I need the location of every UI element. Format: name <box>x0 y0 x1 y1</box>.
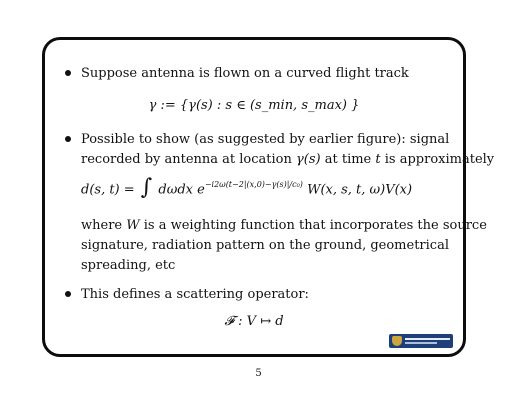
paragraph-line-3: spreading, etc <box>81 258 176 273</box>
paragraph-w-math: W <box>126 218 140 233</box>
bullet-2-line-2-text-c: is approximately <box>380 152 495 167</box>
paragraph-line-1 <box>81 216 487 236</box>
bullet-2-gamma-math: γ(s) <box>296 152 321 167</box>
bullet-icon <box>65 70 71 76</box>
paragraph-line-1-rest: is a weighting function that incorporates the source <box>139 218 487 233</box>
equation-gamma: γ := {γ(s) : s ∈ (s_min, s_max) } <box>148 98 360 113</box>
bullet-2-line-1: Possible to show (as suggested by earlier figure): signal <box>81 132 450 147</box>
slide-frame <box>42 37 495 357</box>
paragraph-where: where <box>81 218 127 233</box>
integral-sign: ∫ <box>140 175 153 200</box>
bullet-2-line-2 <box>81 150 494 170</box>
university-logo <box>389 334 453 348</box>
equation-d-rhs: W(x, s, t, ω)V(x) <box>307 182 413 198</box>
page-number: 5 <box>255 368 262 379</box>
bullet-icon <box>65 291 71 297</box>
bullet-2-t-math: t <box>375 152 381 167</box>
logo-wordmark <box>405 338 450 344</box>
equation-d <box>81 175 413 203</box>
paragraph-line-2: signature, radiation pattern on the ground, geometrical <box>81 238 449 253</box>
crest-icon <box>392 336 402 346</box>
bullet-item-1 <box>65 64 409 84</box>
bullet-2-line-2-text-a: recorded by antenna at location <box>81 152 297 167</box>
bullet-3-text: This defines a scattering operator: <box>81 287 309 302</box>
bullet-item-3 <box>65 285 309 305</box>
bullet-2-line-2-text-b: at time <box>320 152 376 167</box>
bullet-icon <box>65 136 71 142</box>
bullet-item-2 <box>65 130 449 150</box>
equation-d-measure: dωdx e <box>158 182 205 198</box>
bullet-1-text: Suppose antenna is flown on a curved flight track <box>81 66 409 81</box>
equation-d-exponent: −i2ω(t−2|(x,0)−γ(s)|/c₀) <box>204 179 303 189</box>
equation-d-lhs: d(s, t) = <box>81 182 135 198</box>
equation-F: 𝓕 : V ↦ d <box>224 314 284 329</box>
